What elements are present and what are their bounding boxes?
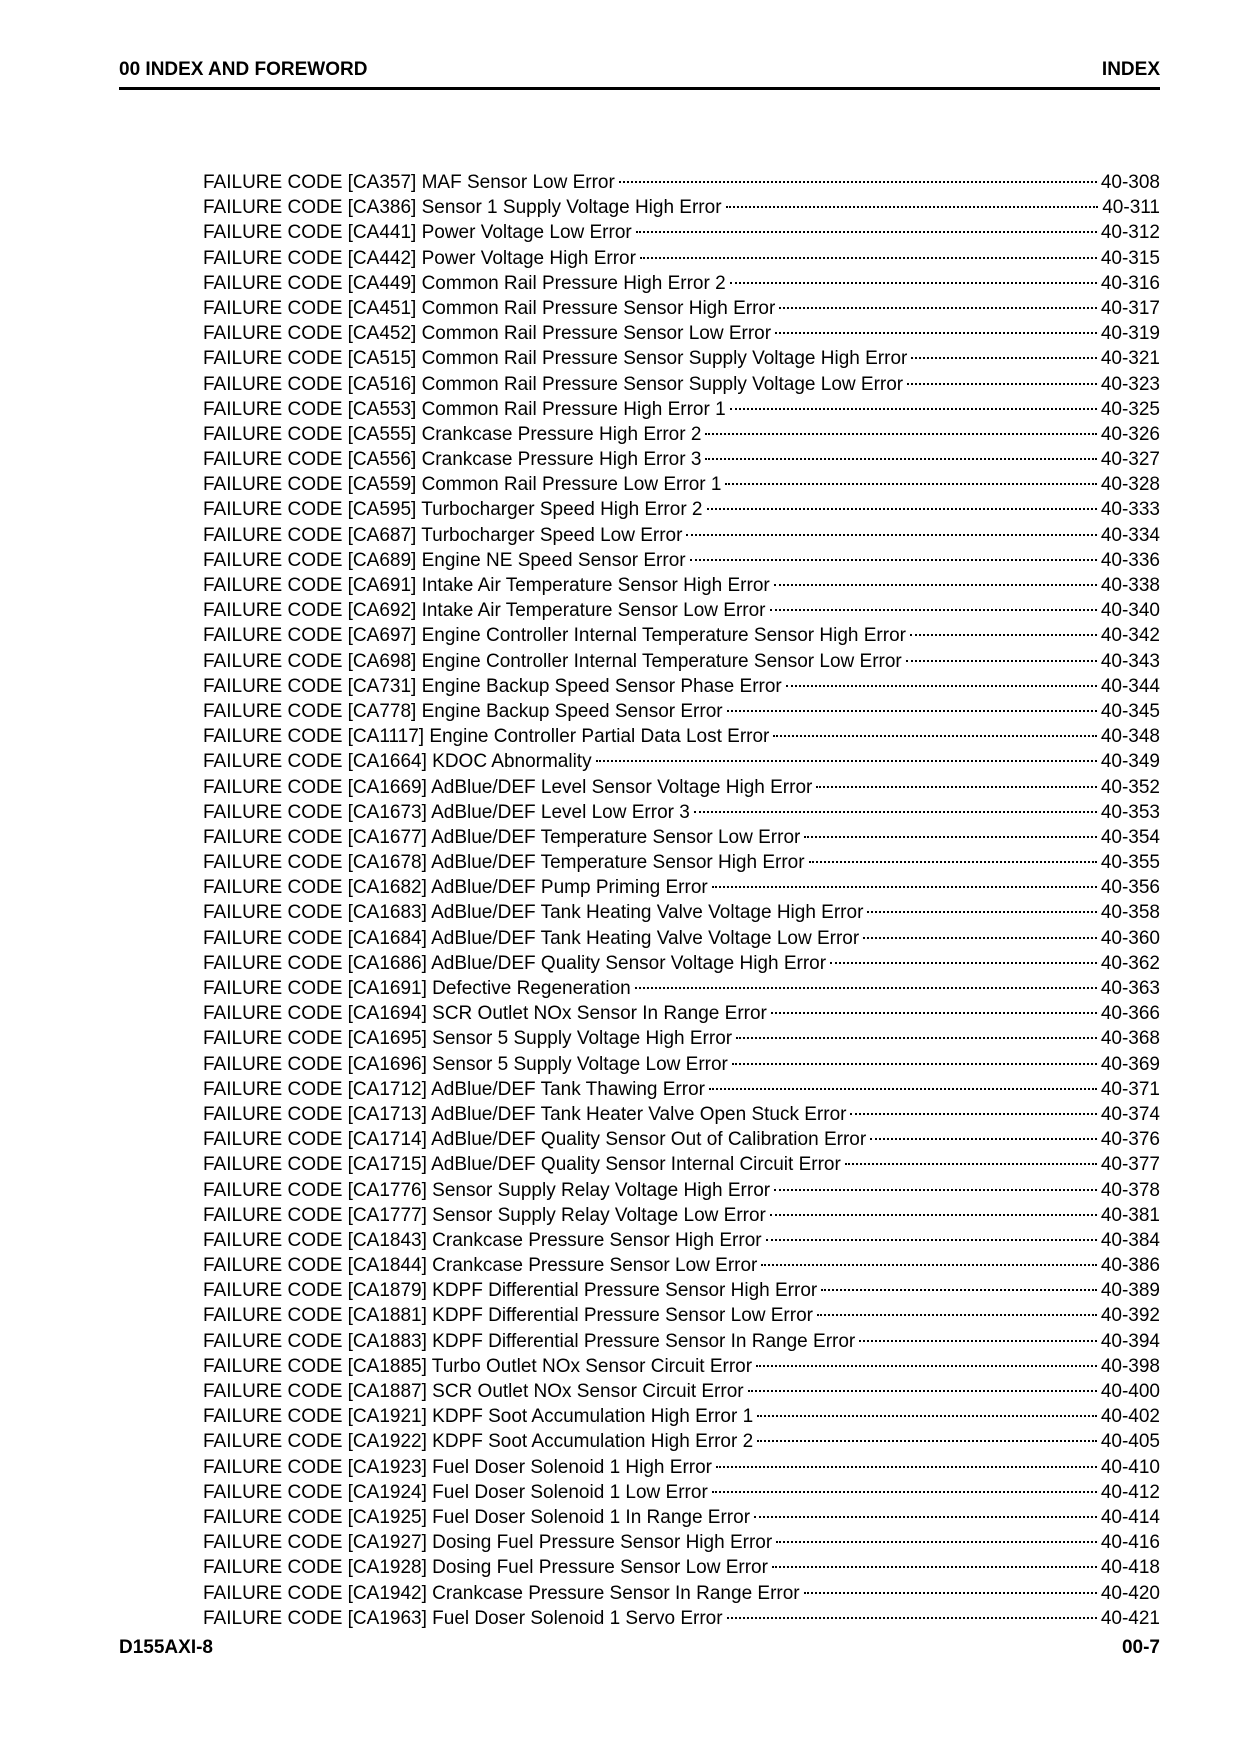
entry-title: FAILURE CODE [CA595] Turbocharger Speed High Error 2 bbox=[203, 499, 703, 521]
index-entry[interactable] bbox=[203, 220, 1160, 245]
entry-title: FAILURE CODE [CA515] Common Rail Pressure Sensor Supply Voltage High Error bbox=[203, 348, 908, 370]
entry-title: FAILURE CODE [CA1777] Sensor Supply Relay Voltage Low Error bbox=[203, 1204, 766, 1226]
dot-leader bbox=[804, 1592, 1097, 1594]
dot-leader bbox=[809, 861, 1097, 863]
entry-page-number: 40-340 bbox=[1100, 600, 1160, 622]
entry-title: FAILURE CODE [CA1843] Crankcase Pressure Sensor High Error bbox=[203, 1229, 762, 1251]
entry-page-number: 40-344 bbox=[1100, 675, 1160, 697]
entry-page-number: 40-414 bbox=[1100, 1506, 1160, 1528]
index-entry[interactable] bbox=[203, 346, 1160, 371]
dot-leader bbox=[705, 458, 1096, 460]
entry-page-number: 40-336 bbox=[1100, 549, 1160, 571]
section-title: 00 INDEX AND FOREWORD bbox=[119, 59, 368, 80]
entry-title: FAILURE CODE [CA1927] Dosing Fuel Pressure Sensor High Error bbox=[203, 1532, 773, 1554]
entry-page-number: 40-394 bbox=[1100, 1330, 1160, 1352]
entry-title: FAILURE CODE [CA1925] Fuel Doser Solenoid 1 In Range Error bbox=[203, 1506, 751, 1528]
index-entry[interactable] bbox=[203, 1505, 1160, 1530]
entry-page-number: 40-317 bbox=[1100, 297, 1160, 319]
entry-title: FAILURE CODE [CA1923] Fuel Doser Solenoid 1 High Error bbox=[203, 1456, 712, 1478]
index-entry[interactable] bbox=[203, 1077, 1160, 1102]
dot-leader bbox=[712, 886, 1097, 888]
index-entry[interactable] bbox=[203, 674, 1160, 699]
entry-page-number: 40-334 bbox=[1100, 524, 1160, 546]
index-entry[interactable] bbox=[203, 1530, 1160, 1555]
index-entry[interactable] bbox=[203, 246, 1160, 271]
index-entry[interactable] bbox=[203, 1127, 1160, 1152]
index-entry[interactable] bbox=[203, 800, 1160, 825]
entry-page-number: 40-311 bbox=[1102, 197, 1160, 219]
index-entry[interactable] bbox=[203, 724, 1160, 749]
dot-leader bbox=[770, 609, 1097, 611]
index-entry[interactable] bbox=[203, 1102, 1160, 1127]
entry-page-number: 40-363 bbox=[1100, 978, 1160, 999]
dot-leader bbox=[694, 811, 1097, 813]
entry-page-number: 40-333 bbox=[1100, 499, 1160, 521]
entry-page-number: 40-319 bbox=[1100, 323, 1160, 345]
dot-leader bbox=[817, 1314, 1097, 1316]
dot-leader bbox=[640, 257, 1097, 259]
index-entry[interactable] bbox=[203, 195, 1160, 220]
index-entry[interactable] bbox=[203, 1354, 1160, 1379]
index-entry[interactable] bbox=[203, 472, 1160, 497]
entry-title: FAILURE CODE [CA1713] AdBlue/DEF Tank Heater Valve Open Stuck Error bbox=[203, 1103, 847, 1125]
index-entry[interactable] bbox=[203, 699, 1160, 724]
dot-leader bbox=[773, 735, 1096, 737]
entry-page-number: 40-410 bbox=[1100, 1456, 1160, 1478]
entry-title: FAILURE CODE [CA1714] AdBlue/DEF Quality Sensor Out of Calibration Error bbox=[203, 1129, 867, 1151]
entry-page-number: 40-366 bbox=[1100, 1003, 1160, 1025]
entry-page-number: 40-348 bbox=[1100, 726, 1160, 748]
entry-page-number: 40-323 bbox=[1100, 373, 1160, 395]
entry-title: FAILURE CODE [CA689] Engine NE Speed Sensor Error bbox=[203, 549, 686, 571]
entry-page-number: 40-315 bbox=[1100, 247, 1160, 269]
dot-leader bbox=[863, 937, 1097, 939]
entry-title: FAILURE CODE [CA1694] SCR Outlet NOx Sensor In Range Error bbox=[203, 1003, 767, 1025]
entry-title: FAILURE CODE [CA452] Common Rail Pressure Sensor Low Error bbox=[203, 323, 772, 345]
index-entry[interactable] bbox=[203, 825, 1160, 850]
entry-page-number: 40-349 bbox=[1100, 751, 1160, 773]
entry-title: FAILURE CODE [CA731] Engine Backup Speed Sensor Phase Error bbox=[203, 675, 782, 697]
dot-leader bbox=[774, 1189, 1097, 1191]
index-entry[interactable] bbox=[203, 422, 1160, 447]
entry-page-number: 40-352 bbox=[1100, 776, 1160, 798]
dot-leader bbox=[732, 1063, 1097, 1065]
index-entry[interactable] bbox=[203, 1152, 1160, 1177]
index-entry[interactable] bbox=[203, 1178, 1160, 1203]
index-entry[interactable] bbox=[203, 523, 1160, 548]
index-entry[interactable] bbox=[203, 1429, 1160, 1454]
dot-leader bbox=[766, 1239, 1097, 1241]
entry-title: FAILURE CODE [CA1844] Crankcase Pressure Sensor Low Error bbox=[203, 1255, 758, 1277]
entry-title: FAILURE CODE [CA692] Intake Air Temperature Sensor Low Error bbox=[203, 600, 766, 622]
entry-title: FAILURE CODE [CA1686] AdBlue/DEF Quality Sensor Voltage High Error bbox=[203, 952, 827, 974]
index-entry[interactable] bbox=[203, 649, 1160, 674]
entry-title: FAILURE CODE [CA1887] SCR Outlet NOx Sensor Circuit Error bbox=[203, 1381, 744, 1402]
entry-title: FAILURE CODE [CA357] MAF Sensor Low Error bbox=[203, 172, 615, 193]
dot-leader bbox=[686, 534, 1096, 536]
index-entry[interactable] bbox=[203, 1228, 1160, 1253]
dot-leader bbox=[619, 181, 1097, 183]
entry-title: FAILURE CODE [CA1678] AdBlue/DEF Temperature Sensor High Error bbox=[203, 852, 805, 874]
entry-title: FAILURE CODE [CA1696] Sensor 5 Supply Voltage Low Error bbox=[203, 1053, 728, 1075]
entry-title: FAILURE CODE [CA778] Engine Backup Speed Sensor Error bbox=[203, 700, 723, 722]
entry-title: FAILURE CODE [CA1677] AdBlue/DEF Temperature Sensor Low Error bbox=[203, 826, 801, 848]
index-entry[interactable] bbox=[203, 1203, 1160, 1228]
index-entry[interactable] bbox=[203, 573, 1160, 598]
index-entry[interactable] bbox=[203, 926, 1160, 951]
entry-title: FAILURE CODE [CA555] Crankcase Pressure High Error 2 bbox=[203, 423, 702, 445]
index-entry[interactable] bbox=[203, 749, 1160, 774]
index-entry[interactable] bbox=[203, 951, 1160, 976]
dot-leader bbox=[736, 1037, 1097, 1039]
entry-page-number: 40-316 bbox=[1100, 272, 1160, 294]
entry-page-number: 40-376 bbox=[1100, 1129, 1160, 1151]
entry-title: FAILURE CODE [CA1776] Sensor Supply Relay Voltage High Error bbox=[203, 1179, 771, 1201]
entry-page-number: 40-308 bbox=[1100, 172, 1160, 193]
entry-title: FAILURE CODE [CA1695] Sensor 5 Supply Voltage High Error bbox=[203, 1028, 733, 1050]
entry-page-number: 40-421 bbox=[1100, 1607, 1160, 1629]
entry-page-number: 40-389 bbox=[1100, 1280, 1160, 1302]
model-number: D155AXI-8 bbox=[119, 1637, 213, 1658]
index-entry[interactable] bbox=[203, 1329, 1160, 1354]
entry-page-number: 40-328 bbox=[1100, 474, 1160, 496]
entry-title: FAILURE CODE [CA449] Common Rail Pressure High Error 2 bbox=[203, 272, 726, 294]
dot-leader bbox=[635, 987, 1097, 989]
dot-leader bbox=[596, 760, 1097, 762]
index-entry[interactable] bbox=[203, 548, 1160, 573]
index-entry[interactable] bbox=[203, 1480, 1160, 1505]
entry-title: FAILURE CODE [CA1715] AdBlue/DEF Quality Sensor Internal Circuit Error bbox=[203, 1154, 841, 1176]
entry-page-number: 40-374 bbox=[1100, 1103, 1160, 1125]
dot-leader bbox=[725, 483, 1096, 485]
index-entry[interactable] bbox=[203, 623, 1160, 648]
index-entry[interactable] bbox=[203, 1026, 1160, 1051]
dot-leader bbox=[730, 282, 1097, 284]
dot-leader bbox=[804, 836, 1096, 838]
dot-leader bbox=[907, 383, 1097, 385]
index-entry[interactable] bbox=[203, 1052, 1160, 1077]
index-entry[interactable] bbox=[203, 900, 1160, 925]
index-list bbox=[203, 170, 1160, 1631]
index-entry[interactable] bbox=[203, 372, 1160, 397]
entry-page-number: 40-398 bbox=[1100, 1355, 1160, 1377]
entry-title: FAILURE CODE [CA1669] AdBlue/DEF Level Sensor Voltage High Error bbox=[203, 776, 813, 798]
index-entry[interactable] bbox=[203, 296, 1160, 321]
entry-page-number: 40-412 bbox=[1100, 1481, 1160, 1503]
dot-leader bbox=[727, 1617, 1097, 1619]
index-entry[interactable] bbox=[203, 598, 1160, 623]
dot-leader bbox=[870, 1138, 1097, 1140]
dot-leader bbox=[756, 1365, 1097, 1367]
entry-title: FAILURE CODE [CA442] Power Voltage High Error bbox=[203, 247, 636, 269]
entry-page-number: 40-325 bbox=[1100, 398, 1160, 420]
entry-title: FAILURE CODE [CA687] Turbocharger Speed Low Error bbox=[203, 524, 683, 546]
dot-leader bbox=[859, 1340, 1097, 1342]
entry-page-number: 40-402 bbox=[1100, 1406, 1160, 1428]
entry-page-number: 40-371 bbox=[1100, 1078, 1160, 1100]
entry-page-number: 40-416 bbox=[1100, 1532, 1160, 1554]
index-entry[interactable] bbox=[203, 850, 1160, 875]
entry-page-number: 40-378 bbox=[1100, 1179, 1160, 1201]
entry-title: FAILURE CODE [CA1673] AdBlue/DEF Level Low Error 3 bbox=[203, 801, 690, 823]
index-entry[interactable] bbox=[203, 170, 1160, 195]
dot-leader bbox=[821, 1289, 1097, 1291]
dot-leader bbox=[707, 508, 1097, 510]
entry-title: FAILURE CODE [CA553] Common Rail Pressure High Error 1 bbox=[203, 398, 726, 420]
entry-page-number: 40-321 bbox=[1100, 348, 1160, 370]
dot-leader bbox=[690, 559, 1097, 561]
index-entry[interactable] bbox=[203, 1001, 1160, 1026]
entry-title: FAILURE CODE [CA697] Engine Controller Internal Temperature Sensor High Error bbox=[203, 625, 906, 647]
dot-leader bbox=[867, 911, 1096, 913]
dot-leader bbox=[816, 786, 1096, 788]
index-entry[interactable] bbox=[203, 976, 1160, 1001]
dot-leader bbox=[845, 1163, 1097, 1165]
entry-page-number: 40-418 bbox=[1100, 1557, 1160, 1579]
entry-title: FAILURE CODE [CA1883] KDPF Differential Pressure Sensor In Range Error bbox=[203, 1330, 856, 1352]
dot-leader bbox=[757, 1440, 1097, 1442]
dot-leader bbox=[774, 584, 1097, 586]
index-entry[interactable] bbox=[203, 1404, 1160, 1429]
entry-title: FAILURE CODE [CA1963] Fuel Doser Solenoid 1 Servo Error bbox=[203, 1607, 723, 1629]
entry-title: FAILURE CODE [CA1684] AdBlue/DEF Tank Heating Valve Voltage Low Error bbox=[203, 927, 860, 949]
dot-leader bbox=[771, 1012, 1097, 1014]
dot-leader bbox=[730, 408, 1097, 410]
entry-page-number: 40-392 bbox=[1100, 1305, 1160, 1327]
dot-leader bbox=[772, 1566, 1097, 1568]
index-entry[interactable] bbox=[203, 1581, 1160, 1606]
dot-leader bbox=[779, 307, 1097, 309]
entry-page-number: 40-355 bbox=[1100, 852, 1160, 874]
dot-leader bbox=[727, 710, 1097, 712]
entry-title: FAILURE CODE [CA441] Power Voltage Low Error bbox=[203, 222, 632, 244]
page-footer bbox=[119, 1636, 1160, 1662]
dot-leader bbox=[911, 357, 1096, 359]
entry-page-number: 40-327 bbox=[1100, 449, 1160, 471]
entry-page-number: 40-362 bbox=[1100, 952, 1160, 974]
entry-title: FAILURE CODE [CA1691] Defective Regeneration bbox=[203, 978, 631, 999]
index-entry[interactable] bbox=[203, 321, 1160, 346]
dot-leader bbox=[748, 1390, 1097, 1392]
entry-title: FAILURE CODE [CA1942] Crankcase Pressure Sensor In Range Error bbox=[203, 1582, 800, 1604]
index-entry[interactable] bbox=[203, 271, 1160, 296]
entry-title: FAILURE CODE [CA1879] KDPF Differential Pressure Sensor High Error bbox=[203, 1280, 818, 1302]
entry-title: FAILURE CODE [CA1922] KDPF Soot Accumulation High Error 2 bbox=[203, 1431, 754, 1453]
page-header bbox=[119, 58, 1160, 90]
dot-leader bbox=[705, 433, 1096, 435]
entry-page-number: 40-358 bbox=[1100, 902, 1160, 924]
entry-page-number: 40-400 bbox=[1100, 1381, 1160, 1402]
entry-title: FAILURE CODE [CA386] Sensor 1 Supply Voltage High Error bbox=[203, 197, 722, 219]
index-entry[interactable] bbox=[203, 497, 1160, 522]
entry-title: FAILURE CODE [CA1924] Fuel Doser Solenoid 1 Low Error bbox=[203, 1481, 708, 1503]
dot-leader bbox=[776, 1541, 1097, 1543]
entry-page-number: 40-345 bbox=[1100, 700, 1160, 722]
entry-page-number: 40-326 bbox=[1100, 423, 1160, 445]
entry-page-number: 40-312 bbox=[1100, 222, 1160, 244]
index-entry[interactable] bbox=[203, 1555, 1160, 1580]
dot-leader bbox=[636, 231, 1097, 233]
entry-page-number: 40-377 bbox=[1100, 1154, 1160, 1176]
entry-title: FAILURE CODE [CA1885] Turbo Outlet NOx Sensor Circuit Error bbox=[203, 1355, 753, 1377]
index-entry[interactable] bbox=[203, 875, 1160, 900]
dot-leader bbox=[761, 1264, 1096, 1266]
entry-title: FAILURE CODE [CA698] Engine Controller Internal Temperature Sensor Low Error bbox=[203, 650, 902, 672]
entry-title: FAILURE CODE [CA1928] Dosing Fuel Pressure Sensor Low Error bbox=[203, 1557, 768, 1579]
dot-leader bbox=[770, 1214, 1097, 1216]
dot-leader bbox=[712, 1491, 1097, 1493]
entry-title: FAILURE CODE [CA559] Common Rail Pressure Low Error 1 bbox=[203, 474, 722, 496]
header-index-label: INDEX bbox=[1101, 59, 1160, 80]
entry-title: FAILURE CODE [CA451] Common Rail Pressure Sensor High Error bbox=[203, 297, 776, 319]
index-entry[interactable] bbox=[203, 447, 1160, 472]
entry-page-number: 40-384 bbox=[1100, 1229, 1160, 1251]
dot-leader bbox=[775, 332, 1097, 334]
entry-page-number: 40-368 bbox=[1100, 1028, 1160, 1050]
entry-title: FAILURE CODE [CA1683] AdBlue/DEF Tank Heating Valve Voltage High Error bbox=[203, 902, 864, 924]
index-entry[interactable] bbox=[203, 1253, 1160, 1278]
entry-title: FAILURE CODE [CA1881] KDPF Differential Pressure Sensor Low Error bbox=[203, 1305, 813, 1327]
entry-page-number: 40-353 bbox=[1100, 801, 1160, 823]
dot-leader bbox=[830, 962, 1097, 964]
entry-title: FAILURE CODE [CA556] Crankcase Pressure High Error 3 bbox=[203, 449, 702, 471]
dot-leader bbox=[726, 206, 1099, 208]
entry-page-number: 40-405 bbox=[1100, 1431, 1160, 1453]
entry-title: FAILURE CODE [CA1664] KDOC Abnormality bbox=[203, 751, 592, 773]
index-entry[interactable] bbox=[203, 397, 1160, 422]
index-entry[interactable] bbox=[203, 1455, 1160, 1480]
index-entry[interactable] bbox=[203, 1606, 1160, 1631]
entry-title: FAILURE CODE [CA516] Common Rail Pressure Sensor Supply Voltage Low Error bbox=[203, 373, 904, 395]
entry-page-number: 40-360 bbox=[1100, 927, 1160, 949]
dot-leader bbox=[786, 685, 1097, 687]
entry-title: FAILURE CODE [CA1682] AdBlue/DEF Pump Priming Error bbox=[203, 877, 708, 899]
dot-leader bbox=[709, 1088, 1097, 1090]
entry-title: FAILURE CODE [CA1921] KDPF Soot Accumulation High Error 1 bbox=[203, 1406, 754, 1428]
entry-page-number: 40-354 bbox=[1100, 826, 1160, 848]
entry-page-number: 40-343 bbox=[1100, 650, 1160, 672]
entry-page-number: 40-338 bbox=[1100, 575, 1160, 596]
entry-title: FAILURE CODE [CA1117] Engine Controller Partial Data Lost Error bbox=[203, 726, 770, 748]
entry-title: FAILURE CODE [CA1712] AdBlue/DEF Tank Thawing Error bbox=[203, 1078, 705, 1100]
index-entry[interactable] bbox=[203, 1379, 1160, 1404]
dot-leader bbox=[754, 1516, 1097, 1518]
dot-leader bbox=[716, 1466, 1097, 1468]
dot-leader bbox=[906, 660, 1097, 662]
entry-title: FAILURE CODE [CA691] Intake Air Temperature Sensor High Error bbox=[203, 575, 770, 596]
entry-page-number: 40-386 bbox=[1100, 1255, 1160, 1277]
entry-page-number: 40-381 bbox=[1100, 1204, 1160, 1226]
entry-page-number: 40-369 bbox=[1100, 1053, 1160, 1075]
dot-leader bbox=[910, 634, 1097, 636]
entry-page-number: 40-420 bbox=[1100, 1582, 1160, 1604]
entry-page-number: 40-356 bbox=[1100, 877, 1160, 899]
index-entry[interactable] bbox=[203, 1303, 1160, 1328]
index-entry[interactable] bbox=[203, 775, 1160, 800]
dot-leader bbox=[850, 1113, 1096, 1115]
page-number: 00-7 bbox=[1121, 1637, 1160, 1658]
index-entry[interactable] bbox=[203, 1278, 1160, 1303]
entry-page-number: 40-342 bbox=[1100, 625, 1160, 647]
dot-leader bbox=[757, 1415, 1097, 1417]
